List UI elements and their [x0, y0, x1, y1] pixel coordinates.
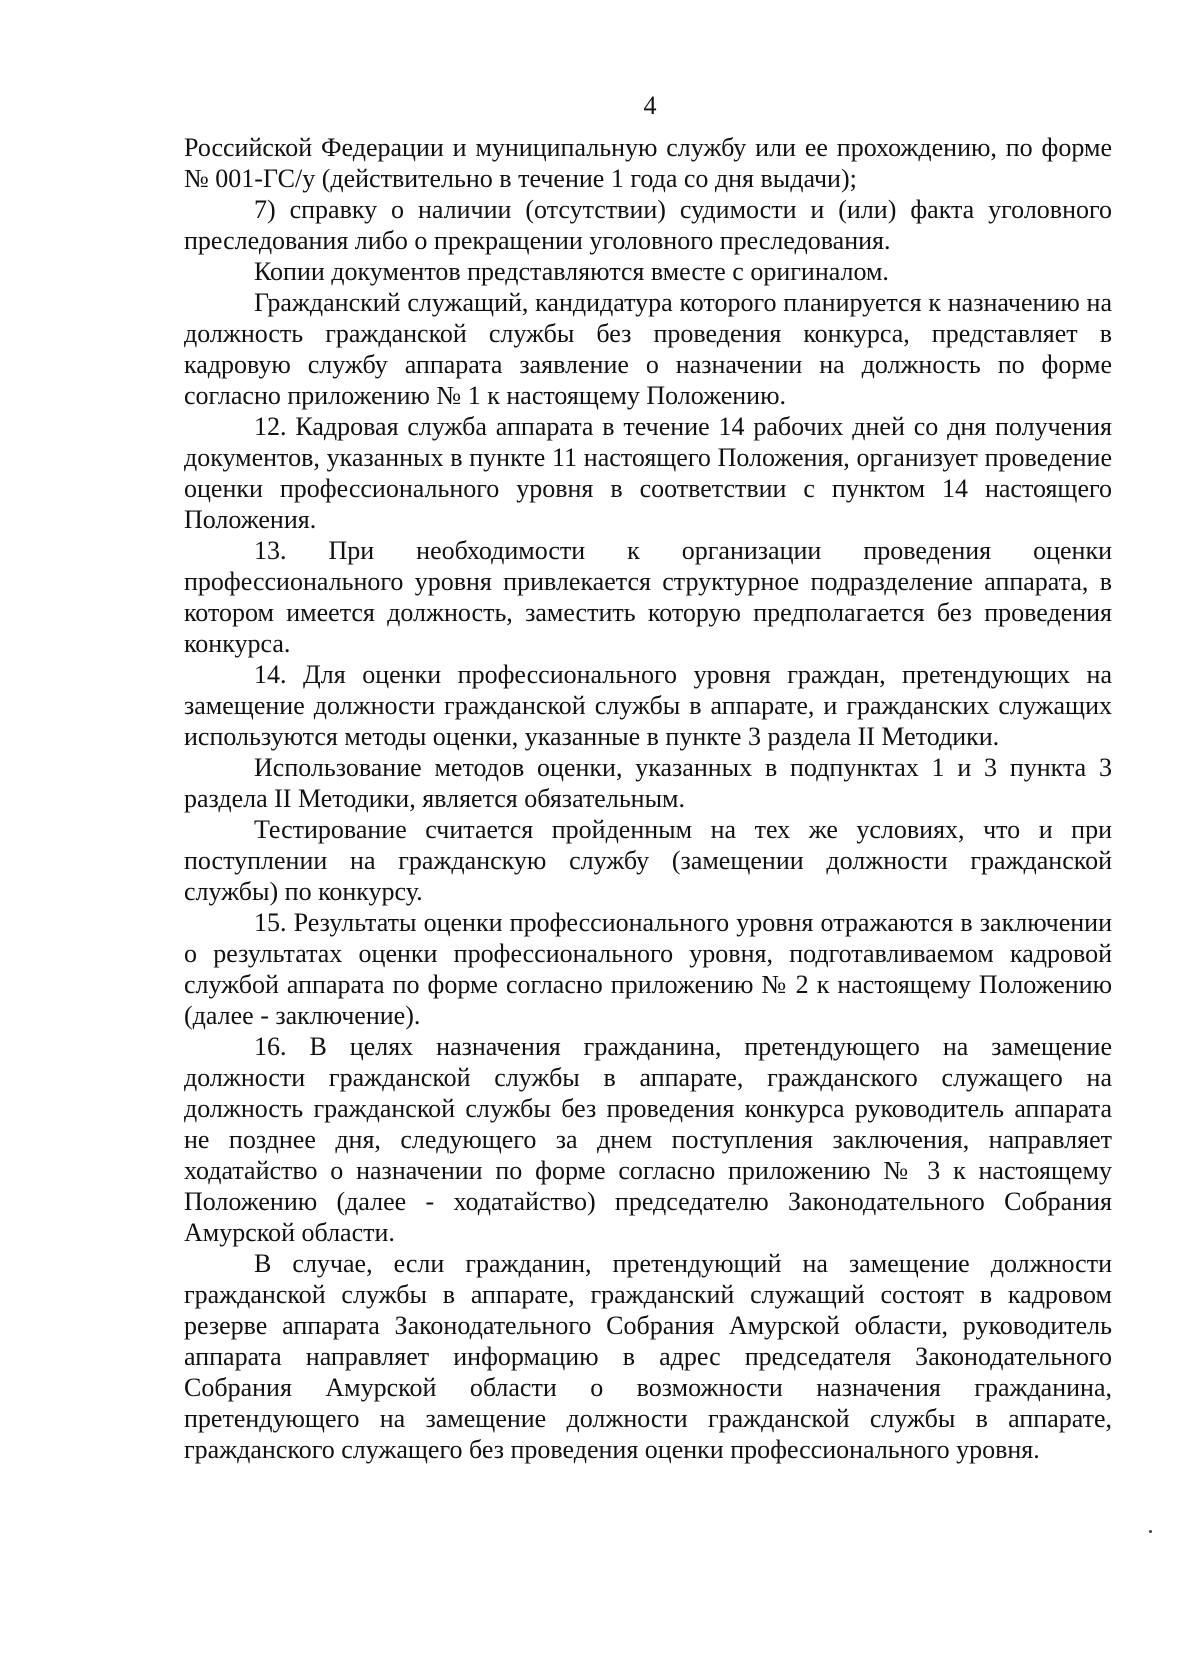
document-body: [184, 132, 1112, 1465]
paragraph: 7) справку о наличии (отсутствии) судимости и (или) факта уголовного преследования либо о прекращении уголовного преследования.: [184, 195, 1112, 255]
paragraph: Российской Федерации и муниципальную службу или ее прохождению, по форме № 001-ГС/у (действительно в течение 1 года со дня выдачи);: [184, 133, 1112, 193]
paragraph: В случае, если гражданин, претендующий на замещение должности гражданской службы в аппарате, гражданский служащий состоят в кадровом резерве аппарата Законодательного Собрания Амурской области, руководитель аппарата направляет информацию в адрес председателя Законодательного Собрания Амурской области о возможности назначения гражданина, претендующего на замещение должности гражданской службы в аппарате, гражданского служащего без проведения оценки профессионального уровня.: [184, 1249, 1112, 1464]
paragraph: 14. Для оценки профессионального уровня граждан, претендующих на замещение должности гражданской службы в аппарате, и гражданских служащих используются методы оценки, указанные в пункте 3 раздела II Методики.: [184, 660, 1112, 751]
paragraph: 16. В целях назначения гражданина, претендующего на замещение должности гражданской службы в аппарате, гражданского служащего на должность гражданской службы без проведения конкурса руководитель аппарата не позднее дня, следующего за днем поступления заключения, направляет ходатайство о назначении по форме согласно приложению № 3 к настоящему Положению (далее - ходатайство) председателю Законодательного Собрания Амурской области.: [184, 1032, 1112, 1247]
paragraph: 15. Результаты оценки профессионального уровня отражаются в заключении о результатах оценки профессионального уровня, подготавливаемом кадровой службой аппарата по форме согласно приложению № 2 к настоящему Положению (далее - заключение).: [184, 908, 1112, 1030]
paragraph: Гражданский служащий, кандидатура которого планируется к назначению на должность гражданской службы без проведения конкурса, представляет в кадровую службу аппарата заявление о назначении на должность по форме согласно приложению № 1 к настоящему Положению.: [184, 288, 1112, 410]
paragraph: 12. Кадровая служба аппарата в течение 14 рабочих дней со дня получения документов, указанных в пункте 11 настоящего Положения, организует проведение оценки профессионального уровня в соответствии с пунктом 14 настоящего Положения.: [184, 412, 1112, 534]
paragraph: Использование методов оценки, указанных в подпунктах 1 и 3 пункта 3 раздела II Методики, является обязательным.: [184, 753, 1112, 813]
paragraph: Тестирование считается пройденным на тех же условиях, что и при поступлении на гражданскую службу (замещении должности гражданской службы) по конкурсу.: [184, 815, 1112, 906]
scan-speck: [1149, 1530, 1152, 1533]
paragraph: 13. При необходимости к организации проведения оценки профессионального уровня привлекается структурное подразделение аппарата, в котором имеется должность, заместить которую предполагается без проведения конкурса.: [184, 536, 1112, 658]
page-number: 4: [643, 91, 657, 120]
paragraph: Копии документов представляются вместе с оригиналом.: [254, 257, 889, 286]
